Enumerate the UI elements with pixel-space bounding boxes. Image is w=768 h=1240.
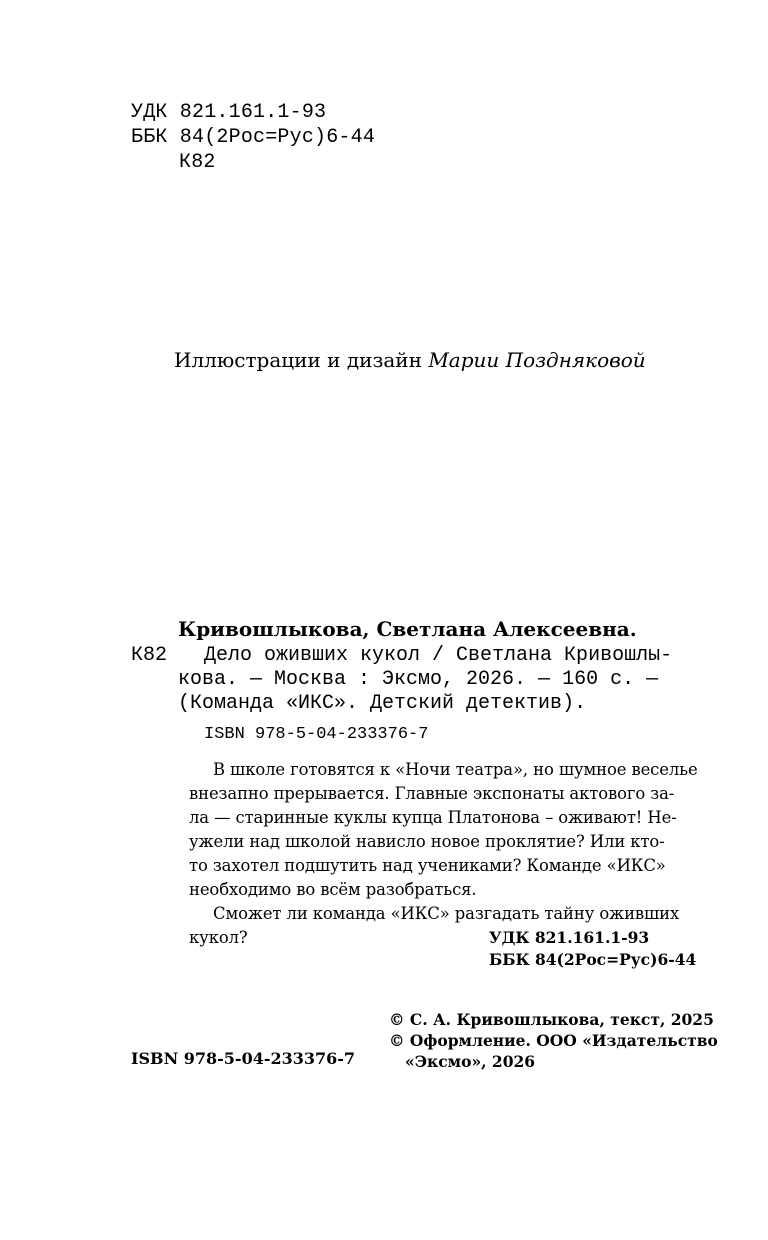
- record-line: кова. — Москва : Эксмо, 2026. — 160 с. —: [178, 668, 659, 691]
- annotation-udk-code: УДК 821.161.1-93: [489, 928, 650, 947]
- record-line: Дело оживших кукол / Светлана Кривошлы-: [204, 644, 673, 667]
- copyright-line: © Оформление. ООО «Издательство: [389, 1031, 718, 1050]
- udk-code: УДК 821.161.1-93: [131, 101, 327, 124]
- annotation-line: то захотел подшутить над учениками? Команде «ИКС»: [189, 856, 666, 875]
- record-isbn: ISBN 978-5-04-233376-7: [204, 725, 429, 744]
- annotation-line: В школе готовятся к «Ночи театра», но шумное веселье: [213, 760, 698, 779]
- record-author-mark: К82: [131, 644, 168, 667]
- author-mark: К82: [179, 151, 216, 174]
- copyright-line: © С. А. Кривошлыкова, текст, 2025: [389, 1010, 714, 1029]
- author-heading: Кривошлыкова, Светлана Алексеевна.: [178, 617, 637, 641]
- copyright-line: «Эксмо», 2026: [405, 1052, 536, 1071]
- annotation-line: ла — старинные куклы купца Платонова – оживают! Не-: [189, 808, 677, 827]
- annotation-line: необходимо во всём разобраться.: [189, 880, 477, 899]
- credit-prefix: Иллюстрации и дизайн: [174, 348, 429, 372]
- annotation-line: ужели над школой нависло новое проклятие? Или кто-: [189, 832, 665, 851]
- annotation-bbk-code: ББК 84(2Рос=Рус)6-44: [489, 950, 697, 969]
- bbk-code: ББК 84(2Рос=Рус)6-44: [131, 126, 376, 149]
- record-line: (Команда «ИКС». Детский детектив).: [178, 692, 587, 715]
- credit-artist: Марии Поздняковой: [428, 348, 646, 372]
- annotation-line: кукол?: [189, 928, 248, 947]
- annotation-line: внезапно прерывается. Главные экспонаты актового за-: [189, 784, 675, 803]
- annotation-line: Сможет ли команда «ИКС» разгадать тайну оживших: [213, 904, 680, 923]
- isbn-bottom: ISBN 978-5-04-233376-7: [131, 1049, 356, 1068]
- illustration-credit: [174, 348, 646, 372]
